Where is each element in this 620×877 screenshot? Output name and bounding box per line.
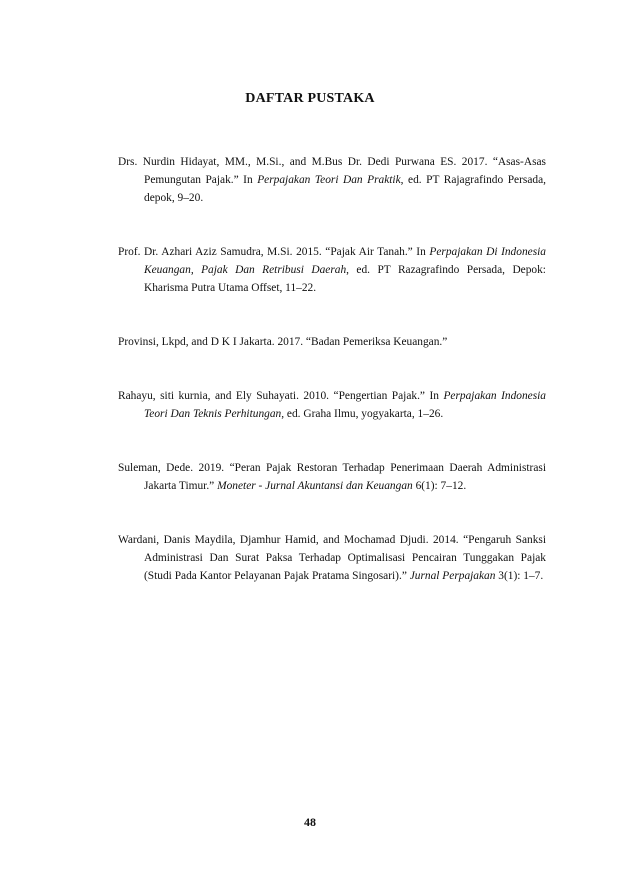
reference-text: 6(1): 7–12.	[412, 480, 467, 492]
reference-text: Suleman, Dede. 2019. “Peran Pajak Restoran Terhadap Penerimaan Daerah Administrasi Jakarta Timur.”	[118, 462, 546, 492]
reference-entry	[118, 387, 546, 423]
reference-entry	[118, 243, 546, 297]
reference-text: 3(1): 1–7.	[495, 570, 544, 582]
reference-text: , ed. Graha Ilmu, yogyakarta, 1–26.	[281, 408, 444, 420]
reference-entry	[118, 459, 546, 495]
reference-list	[118, 153, 546, 621]
reference-entry	[118, 333, 546, 351]
reference-text: , ed. PT Razagrafindo Persada, Depok: Kharisma Putra Utama Offset, 11–22.	[144, 264, 546, 294]
reference-source-title: Perpajakan Indonesia Teori Dan Teknis Perhitungan	[144, 390, 547, 420]
reference-source-title: Perpajakan Teori Dan Praktik	[257, 174, 401, 186]
page-number: 48	[304, 815, 316, 829]
reference-entry	[118, 531, 546, 585]
reference-entry	[118, 153, 546, 207]
reference-source-title: Jurnal Perpajakan	[409, 570, 496, 582]
reference-text: Wardani, Danis Maydila, Djamhur Hamid, and Mochamad Djudi. 2014. “Pengaruh Sanksi Administrasi Dan Surat Paksa Terhadap Optimalisasi Pencairan Tunggakan Pajak (Studi Pada Kantor Pelayanan Pajak Pratama Singosari).”	[118, 534, 546, 582]
page-title: DAFTAR PUSTAKA	[245, 91, 375, 106]
reference-text: , ed. PT Rajagrafindo Persada, depok, 9–20.	[144, 174, 546, 204]
reference-source-title: Perpajakan Di Indonesia Keuangan, Pajak Dan Retribusi Daerah	[144, 246, 546, 276]
reference-source-title: Moneter - Jurnal Akuntansi dan Keuangan	[217, 480, 413, 492]
reference-text: Drs. Nurdin Hidayat, MM., M.Si., and M.Bus Dr. Dedi Purwana ES. 2017. “Asas-Asas Pemungutan Pajak.” In	[118, 156, 546, 186]
reference-text: Prof. Dr. Azhari Aziz Samudra, M.Si. 2015. “Pajak Air Tanah.” In	[118, 246, 430, 258]
reference-text: Rahayu, siti kurnia, and Ely Suhayati. 2010. “Pengertian Pajak.” In	[118, 390, 444, 402]
reference-text: Provinsi, Lkpd, and D K I Jakarta. 2017. “Badan Pemeriksa Keuangan.”	[118, 336, 448, 348]
